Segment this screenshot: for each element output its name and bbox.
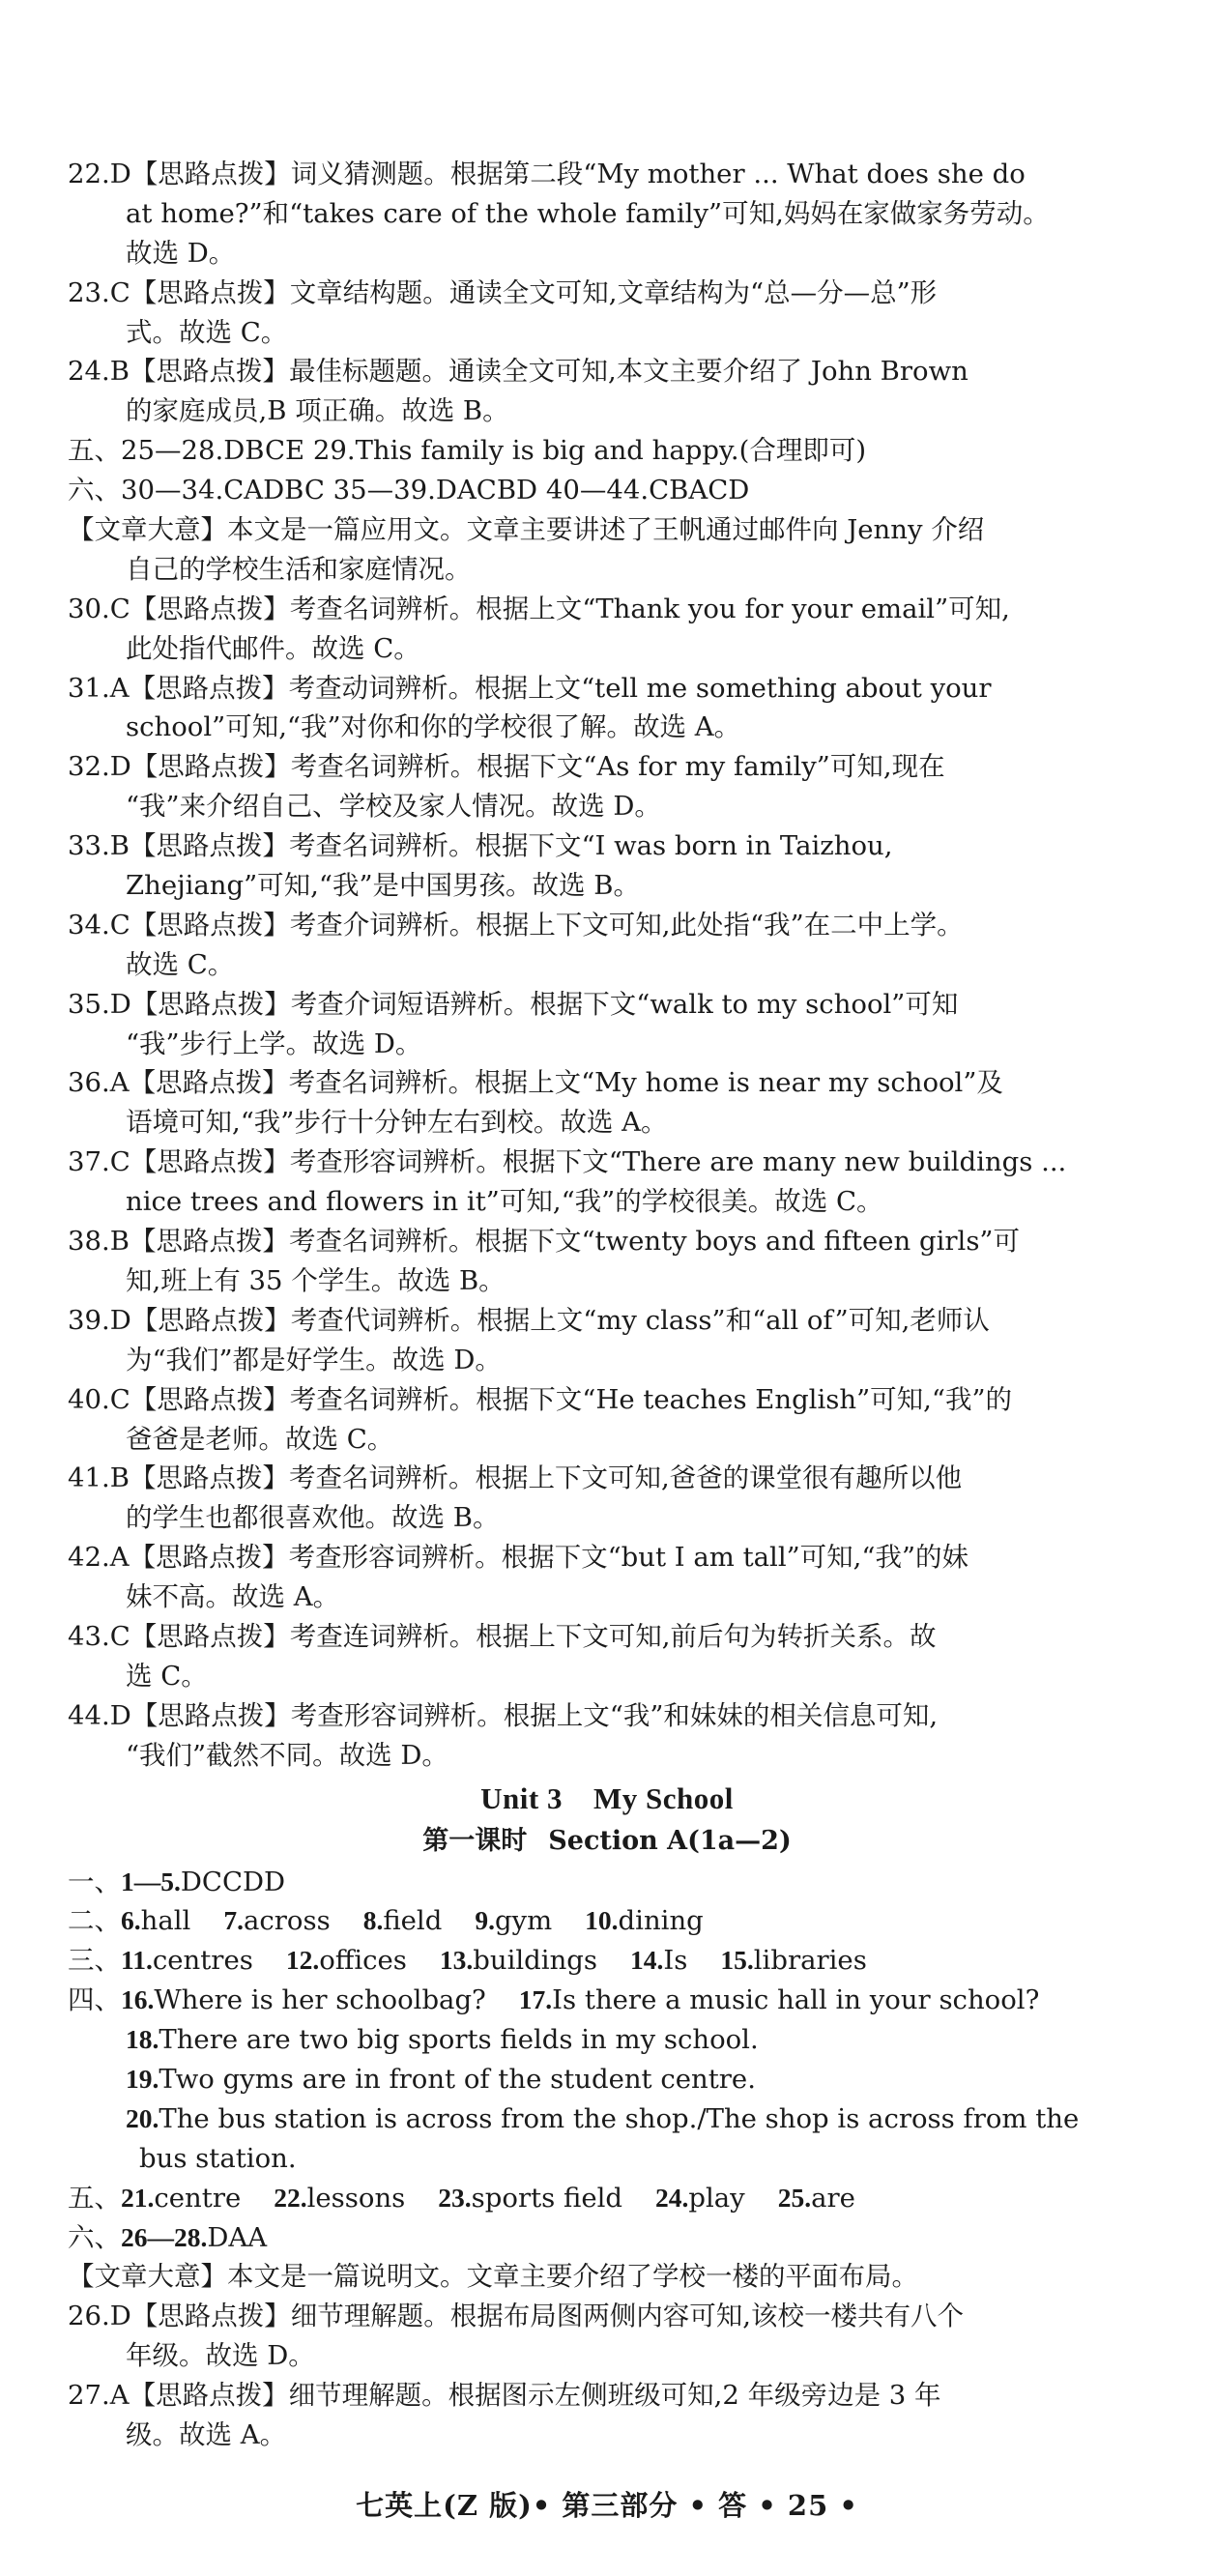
answer-text: centre <box>154 2182 242 2214</box>
question-number: 9. <box>475 1905 495 1936</box>
question-number: 13. <box>439 1945 474 1976</box>
page-footer: 七英上(Z 版)• 第三部分 • 答 • 25 • <box>356 2489 858 2522</box>
part6-line: 六、26—28.DAA <box>68 2221 268 2253</box>
text-line: 的家庭成员,B 项正确。故选 B。 <box>126 395 509 427</box>
answer-text: hall <box>140 1905 191 1937</box>
text-line: 故选 D。 <box>126 237 236 269</box>
text-line: 自己的学校生活和家庭情况。 <box>126 553 472 585</box>
question-number: 19. <box>126 2063 159 2094</box>
lesson-label: 第一课时 <box>422 1825 528 1856</box>
unit-title <box>68 1776 1146 1822</box>
answer-text: Two gyms are in front of the student centre. <box>159 2063 756 2095</box>
answer-page <box>68 155 1146 2455</box>
part1-answers: DCCDD <box>180 1866 286 1897</box>
text-line: “我”来介绍自己、学校及家人情况。故选 D。 <box>126 791 661 823</box>
text-line: 年级。故选 D。 <box>126 2340 315 2372</box>
text-line: 22.D【思路点拨】词义猜测题。根据第二段“My mother ... What does she do <box>68 159 1026 189</box>
text-line: 39.D【思路点拨】考查代词辨析。根据上文“my class”和“all of”可知,老师认 <box>68 1304 990 1336</box>
answer-text: are <box>811 2182 855 2214</box>
answer-text: sports field <box>471 2182 623 2214</box>
answer-text: buildings <box>473 1945 598 1977</box>
text-line: 30.C【思路点拨】考查名词辨析。根据上文“Thank you for your email”可知, <box>68 593 1010 624</box>
part2-label: 二、 <box>68 1905 121 1937</box>
section-name: Section A(1a—2) <box>548 1825 792 1856</box>
text-line: 选 C。 <box>126 1660 208 1692</box>
text-line: 知,班上有 35 个学生。故选 B。 <box>126 1264 506 1296</box>
question-number: 14. <box>630 1945 664 1976</box>
answer-block-unit2 <box>68 155 1146 1776</box>
sentence-answer <box>68 2099 1146 2139</box>
text-line: nice trees and flowers in it”可知,“我”的学校很美。故选 C。 <box>126 1186 883 1218</box>
answer-block-unit3 <box>68 2257 1146 2454</box>
question-number: 22. <box>274 2182 307 2213</box>
text-line: 38.B【思路点拨】考查名词辨析。根据下文“twenty boys and fifteen girls”可 <box>68 1226 1020 1258</box>
answer-text: There are two big sports fields in my school. <box>159 2024 759 2056</box>
text-line: 六、30—34.CADBC 35—39.DACBD 40—44.CBACD <box>68 475 750 507</box>
part1-line: 一、1—5.DCCDD <box>68 1866 286 1897</box>
text-line: Zhejiang”可知,“我”是中国男孩。故选 B。 <box>126 870 640 902</box>
question-number: 20. <box>126 2102 159 2133</box>
part2-line <box>68 1901 1146 1941</box>
answer-text: field <box>383 1905 443 1937</box>
text-line: 26.D【思路点拨】细节理解题。根据布局图两侧内容可知,该校一楼共有八个 <box>68 2301 965 2332</box>
text-line: 23.C【思路点拨】文章结构题。通读全文可知,文章结构为“总—分—总”形 <box>68 276 938 308</box>
question-number: 24. <box>655 2182 689 2213</box>
text-line: 式。故选 C。 <box>126 316 288 348</box>
text-line: 语境可知,“我”步行十分钟左右到校。故选 A。 <box>126 1107 668 1139</box>
answer-text: Is there a music hall in your school? <box>552 1984 1040 2016</box>
text-line: 【文章大意】本文是一篇应用文。文章主要讲述了王帆通过邮件向 Jenny 介绍 <box>68 514 985 546</box>
question-number: 11. <box>121 1945 153 1976</box>
unit-name: My School <box>593 1780 734 1815</box>
text-line: 32.D【思路点拨】考查名词辨析。根据下文“As for my family”可知,现在 <box>68 751 945 783</box>
text-line: 36.A【思路点拨】考查名词辨析。根据上文“My home is near my school”及 <box>68 1067 1003 1099</box>
text-line: 33.B【思路点拨】考查名词辨析。根据下文“I was born in Taizhou, <box>68 830 893 862</box>
answer-text: Where is her schoolbag? <box>154 1984 486 2016</box>
answer-text: dining <box>618 1905 704 1937</box>
sentence-answer <box>68 1981 1146 2020</box>
section-title <box>68 1822 1146 1863</box>
text-line: 40.C【思路点拨】考查名词辨析。根据下文“He teaches English”可知,“我”的 <box>68 1383 1013 1415</box>
question-number: 6. <box>121 1905 141 1936</box>
text-line: 31.A【思路点拨】考查动词辨析。根据上文“tell me something about your <box>68 672 992 704</box>
question-number: 7. <box>223 1905 244 1936</box>
answer-text: The bus station is across from the shop./The shop is across from the <box>159 2102 1080 2134</box>
part3-label: 三、 <box>68 1945 121 1977</box>
answer-text: centres <box>152 1945 253 1977</box>
answer-text: across <box>243 1905 331 1937</box>
question-number: 10. <box>585 1905 619 1936</box>
text-line: 44.D【思路点拨】考查形容词辨析。根据上文“我”和妹妹的相关信息可知, <box>68 1699 939 1731</box>
text-line: 爸爸是老师。故选 C。 <box>126 1423 394 1455</box>
question-number: 21. <box>121 2182 155 2213</box>
answer-text: lessons <box>306 2182 406 2214</box>
part6-answers: DAA <box>207 2221 268 2253</box>
question-number: 12. <box>285 1945 320 1976</box>
part5-line <box>68 2179 1146 2218</box>
text-line: 故选 C。 <box>126 948 235 980</box>
text-line: “我”步行上学。故选 D。 <box>126 1028 422 1059</box>
text-line: 34.C【思路点拨】考查介词辨析。根据上下文可知,此处指“我”在二中上学。 <box>68 909 964 941</box>
answer-text: Is <box>663 1945 688 1977</box>
text-line: 42.A【思路点拨】考查形容词辨析。根据下文“but I am tall”可知,“我”的妹 <box>68 1542 969 1574</box>
sentence-answer <box>68 2020 1146 2060</box>
part4-label: 四、 <box>68 1984 121 2016</box>
question-number: 25. <box>777 2182 812 2213</box>
question-number: 18. <box>126 2024 159 2055</box>
question-number: 16. <box>121 1984 155 2015</box>
text-line: 【文章大意】本文是一篇说明文。文章主要介绍了学校一楼的平面布局。 <box>68 2261 918 2293</box>
text-line: 35.D【思路点拨】考查介词短语辨析。根据下文“walk to my school”可知 <box>68 988 959 1020</box>
text-line: 的学生也都很喜欢他。故选 B。 <box>126 1502 500 1534</box>
text-line: “我们”截然不同。故选 D。 <box>126 1739 448 1771</box>
sentence-answer <box>68 2060 1146 2099</box>
text-line: 37.C【思路点拨】考查形容词辨析。根据下文“There are many new buildings ... <box>68 1146 1067 1178</box>
question-number: 23. <box>438 2182 472 2213</box>
text-line: 五、25—28.DBCE 29.This family is big and happy.(合理即可) <box>68 435 867 467</box>
text-line: 为“我们”都是好学生。故选 D。 <box>126 1344 502 1375</box>
unit-number: Unit 3 <box>480 1780 563 1815</box>
question-number: 8. <box>362 1905 384 1936</box>
text-line: 级。故选 A。 <box>126 2418 287 2450</box>
answer-text: libraries <box>753 1945 867 1977</box>
answer-text: offices <box>319 1945 407 1977</box>
question-number: 15. <box>720 1945 754 1976</box>
text-line: school”可知,“我”对你和你的学校很了解。故选 A。 <box>126 711 741 743</box>
text-line: 41.B【思路点拨】考查名词辨析。根据上下文可知,爸爸的课堂很有趣所以他 <box>68 1462 963 1494</box>
sentence-continuation: bus station. <box>139 2142 297 2174</box>
answer-text: play <box>688 2182 745 2214</box>
part3-line <box>68 1941 1146 1981</box>
text-line: 妹不高。故选 A。 <box>126 1581 340 1613</box>
question-number: 17. <box>518 1984 553 2015</box>
text-line: 27.A【思路点拨】细节理解题。根据图示左侧班级可知,2 年级旁边是 3 年 <box>68 2380 941 2412</box>
answer-text: gym <box>494 1905 553 1937</box>
part4-lines <box>68 1981 1146 2178</box>
text-line: 43.C【思路点拨】考查连词辨析。根据上下文可知,前后句为转折关系。故 <box>68 1620 937 1652</box>
text-line: 24.B【思路点拨】最佳标题题。通读全文可知,本文主要介绍了 John Brown <box>68 356 968 388</box>
part5-label: 五、 <box>68 2182 121 2214</box>
text-line: 此处指代邮件。故选 C。 <box>126 632 420 664</box>
text-line: at home?”和“takes care of the whole family”可知,妈妈在家做家务劳动。 <box>126 197 1050 229</box>
